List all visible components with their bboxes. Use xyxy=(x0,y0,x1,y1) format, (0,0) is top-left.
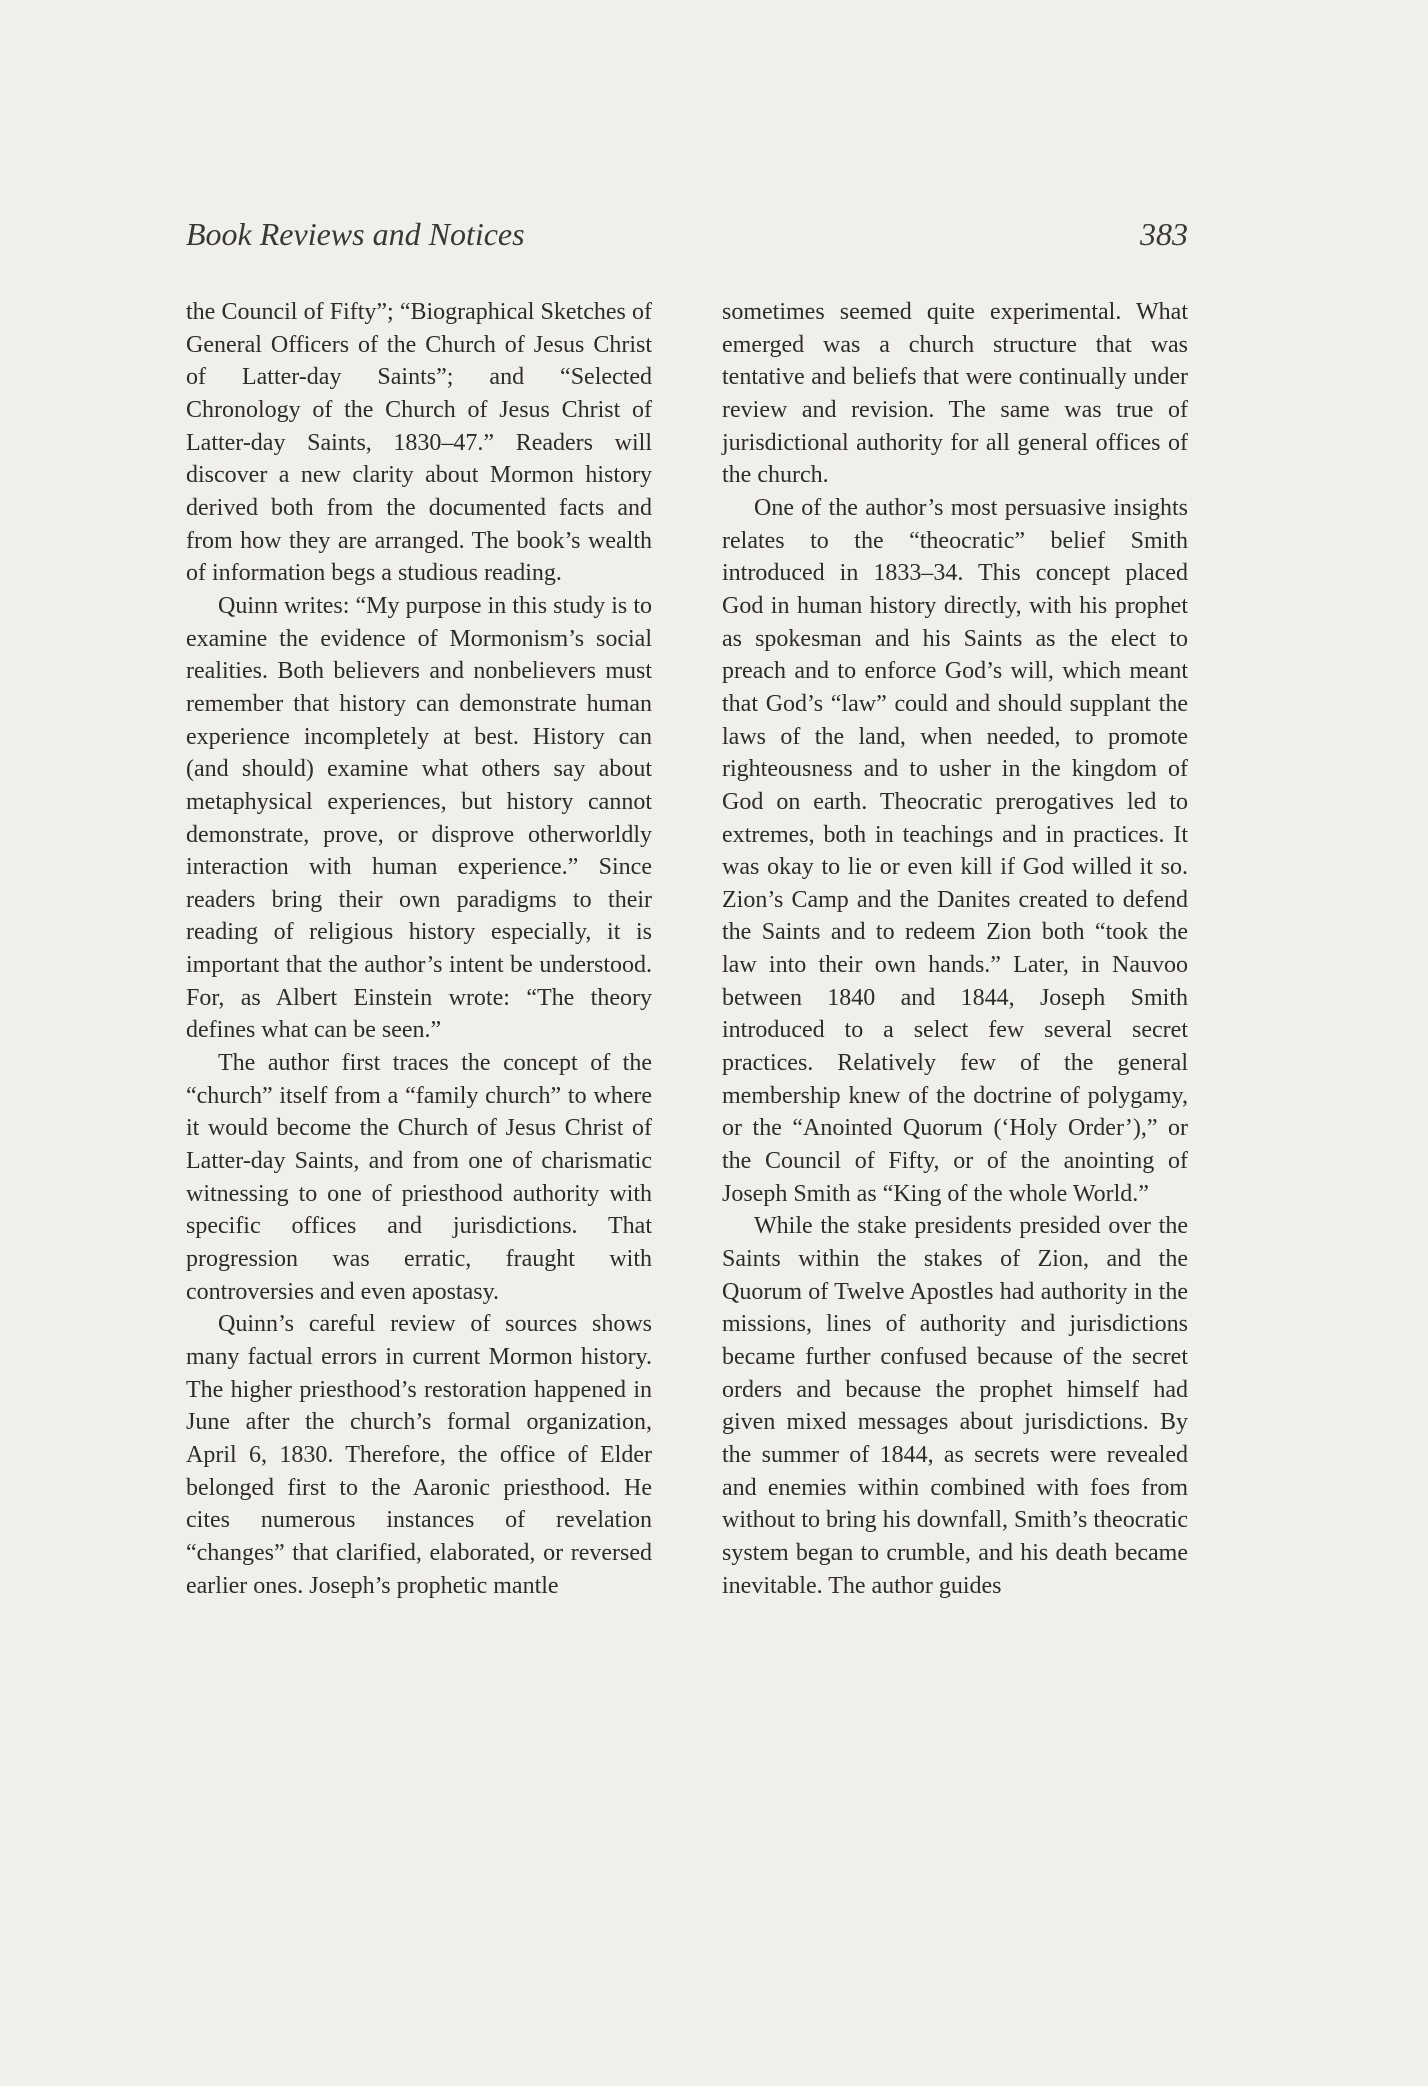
paragraph: Quinn’s careful review of sources shows many factual errors in current Mormon history. The higher priesthood’s restoration happened in June after the church’s formal organization, April 6, 1830. Therefore, the office of Elder belonged first to the Aaronic priesthood. He cites numerous instances of revelation “changes” that clarified, elaborated, or reversed earlier ones. Joseph’s prophetic mantle xyxy=(186,1311,652,1599)
right-text-column xyxy=(722,296,1188,1602)
paragraph-continuation: the Council of Fifty”; “Biographical Sketches of General Officers of the Church of Jesus Christ of Latter-day Saints”; and “Selected Chronology of the Church of Jesus Christ of Latter-day Saints, 1830–47.” Readers will discover a new clarity about Mormon history derived both from the documented facts and from how they are arranged. The book’s wealth of information begs a studious reading. xyxy=(186,299,652,587)
page-number: 383 xyxy=(1140,216,1188,252)
left-text-column xyxy=(186,296,652,1602)
paragraph-continuation: sometimes seemed quite experimental. What emerged was a church structure that was tentative and beliefs that were continually under review and revision. The same was true of jurisdictional authority for all general offices of the church. xyxy=(722,299,1188,489)
running-head-title: Book Reviews and Notices xyxy=(186,216,525,252)
paragraph: The author first traces the concept of the “church” itself from a “family church” to where it would become the Church of Jesus Christ of Latter-day Saints, and from one of charismatic witnessing to one of priesthood authority with specific offices and jurisdictions. That progression was erratic, fraught with controversies and even apostasy. xyxy=(186,1050,652,1305)
paragraph: Quinn writes: “My purpose in this study is to examine the evidence of Mormonism’s social realities. Both believers and nonbelievers must remember that history can demonstrate human experience incompletely at best. History can (and should) examine what others say about metaphysical experiences, but history cannot demonstrate, prove, or disprove otherworldly interaction with human experience.” Since readers bring their own paradigms to their reading of religious history especially, it is important that the author’s intent be understood. For, as Albert Einstein wrote: “The theory defines what can be seen.” xyxy=(186,592,652,1044)
paragraph: While the stake presidents presided over the Saints within the stakes of Zion, and the Quorum of Twelve Apostles had authority in the missions, lines of authority and jurisdictions became further confused because of the secret orders and because the prophet himself had given mixed messages about jurisdictions. By the summer of 1844, as secrets were revealed and enemies within combined with foes from without to bring his downfall, Smith’s theocratic system began to crumble, and his death became inevitable. The author guides xyxy=(722,1213,1188,1599)
paragraph: One of the author’s most persuasive insights relates to the “theocratic” belief Smith introduced in 1833–34. This concept placed God in human history directly, with his prophet as spokesman and his Saints as the elect to preach and to enforce God’s will, which meant that God’s “law” could and should supplant the laws of the land, when needed, to promote righteousness and to usher in the kingdom of God on earth. Theocratic prerogatives led to extremes, both in teachings and in practices. It was okay to lie or even kill if God willed it so. Zion’s Camp and the Danites created to defend the Saints and to redeem Zion both “took the law into their own hands.” Later, in Nauvoo between 1840 and 1844, Joseph Smith introduced to a select few several secret practices. Relatively few of the general membership knew of the doctrine of polygamy, or the “Anointed Quorum (‘Holy Order’),” or the Council of Fifty, or of the anointing of Joseph Smith as “King of the whole World.” xyxy=(722,494,1188,1207)
